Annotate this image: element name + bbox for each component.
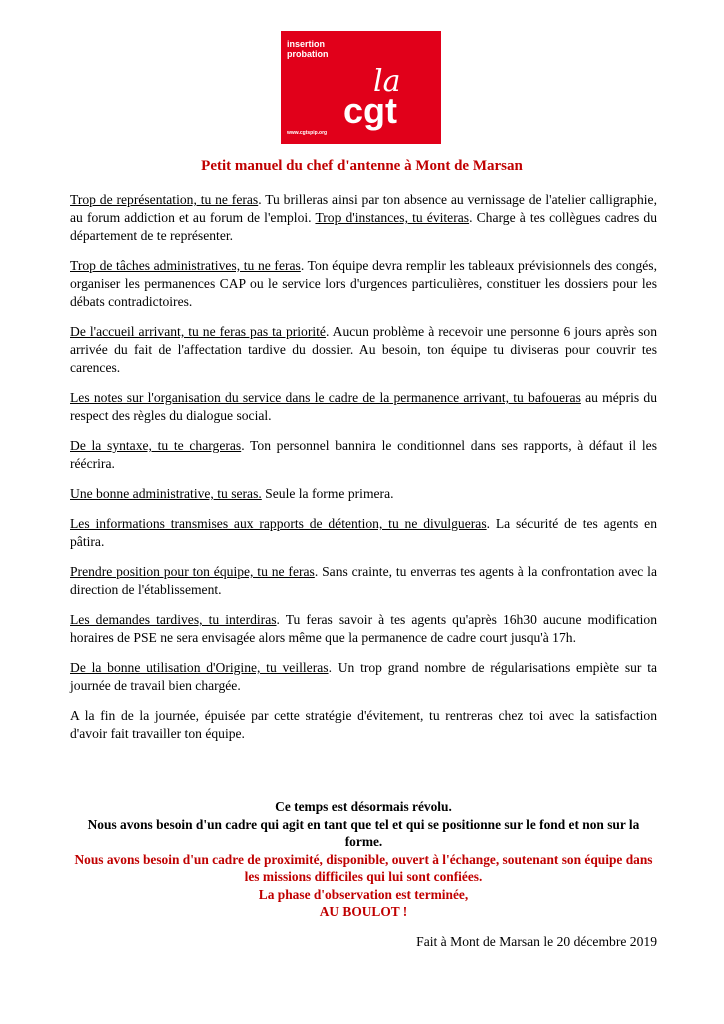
rule-text: De la bonne utilisation d'Origine, tu veilleras xyxy=(70,660,329,675)
paragraph-syntaxe xyxy=(70,437,657,473)
paragraph-text: . Un trop grand nombre de régularisations empiète sur ta journée de travail bien chargée. xyxy=(70,660,658,693)
paragraph-text: . Ton équipe devra remplir les tableaux prévisionnels des congés, organiser les permanences CAP ou le service lors d'urgences particulières, constituer les dossiers pour les débats contradictoires. xyxy=(70,258,657,309)
paragraph-text: Seule la forme primera. xyxy=(261,486,394,501)
rule-text: Une bonne administrative, tu seras. xyxy=(70,486,262,501)
paragraph-text: . Aucun problème à recevoir une personne 6 jours après son arrivée du fait de l'affectation tardive du dossier. Au besoin, ton équipe tu diviseras pour couvrir tes carences. xyxy=(70,324,657,375)
closing-line-2: Nous avons besoin d'un cadre qui agit en tant que tel et qui se positionne sur le fond et non sur la forme. xyxy=(87,816,640,849)
paragraph-representation xyxy=(70,191,657,245)
paragraph-text: . Tu feras savoir à tes agents qu'après 16h30 aucune modification horaires de PSE ne sera envisagée alors même que la permanence de cadre court jusqu'à 17h. xyxy=(70,612,657,645)
paragraph-informations xyxy=(70,515,657,551)
rule-text: Les demandes tardives, tu interdiras xyxy=(70,612,277,627)
paragraph-demandes xyxy=(70,611,657,647)
paragraph-text: au mépris du respect des règles du dialogue social. xyxy=(70,390,657,423)
rule-text: Les informations transmises aux rapports de détention, tu ne divulgueras xyxy=(70,516,487,531)
paragraph-notes xyxy=(70,389,657,425)
signature-line: Fait à Mont de Marsan le 20 décembre 2019 xyxy=(416,934,657,949)
logo-script-text: la xyxy=(373,64,401,99)
rule-text: De la syntaxe, tu te chargeras xyxy=(70,438,242,453)
closing-red-line-2: La phase d'observation est terminée, xyxy=(258,886,469,902)
paragraph-accueil xyxy=(70,323,657,377)
closing-line-1: Ce temps est désormais révolu. xyxy=(275,799,452,814)
logo-url: www.cgtspip.org xyxy=(287,130,328,136)
paragraph-text: . Sans crainte, tu enverras tes agents à la confrontation avec la direction de l'établissement. xyxy=(70,564,657,597)
logo-graphic xyxy=(281,31,441,144)
document-body xyxy=(70,191,657,755)
rule-text: De l'accueil arrivant, tu ne feras pas ta priorité xyxy=(70,324,326,339)
paragraph-text: . Tu brilleras ainsi par ton absence au vernissage de l'atelier calligraphie, au forum addiction et au forum de l'emploi. xyxy=(70,192,657,225)
rule-text: Prendre position pour ton équipe, tu ne feras xyxy=(70,564,315,579)
closing-statement xyxy=(70,798,657,921)
paragraph-text: . Ton personnel bannira le conditionnel dans ses rapports, à défaut il les réécrira. xyxy=(70,438,657,471)
rule-text: Trop de tâches administratives, tu ne feras xyxy=(70,258,301,273)
paragraph-origine xyxy=(70,659,657,695)
paragraph-position xyxy=(70,563,657,599)
logo-org-line2: probation xyxy=(287,49,329,59)
rule-text: Les notes sur l'organisation du service dans le cadre de la permanence arrivant, tu bafoueras xyxy=(70,390,581,405)
rule-text: Trop d'instances, tu éviteras xyxy=(315,210,470,225)
rule-text: Trop de représentation, tu ne feras xyxy=(70,192,259,207)
logo-org-line1: insertion xyxy=(287,39,326,49)
paragraph-conclusion: A la fin de la journée, épuisée par cette stratégie d'évitement, tu rentreras chez toi avec la satisfaction d'avoir fait travailler ton équipe. xyxy=(70,708,657,741)
paragraph-text: . Charge à tes collègues cadres du département de te représenter. xyxy=(70,210,657,243)
paragraph-administrative xyxy=(70,485,657,503)
paragraph-text: . La sécurité de tes agents en pâtira. xyxy=(70,516,657,549)
closing-red-line-1: Nous avons besoin d'un cadre de proximité, disponible, ouvert à l'échange, soutenant son équipe dans les missions difficiles qui lui sont confiées. xyxy=(74,851,653,884)
paragraph-admin-tasks xyxy=(70,257,657,311)
logo-brand-text: cgt xyxy=(343,90,397,131)
closing-red-line-3: AU BOULOT ! xyxy=(319,904,408,919)
document-title: Petit manuel du chef d'antenne à Mont de Marsan xyxy=(201,158,523,174)
cgt-logo xyxy=(281,31,441,144)
